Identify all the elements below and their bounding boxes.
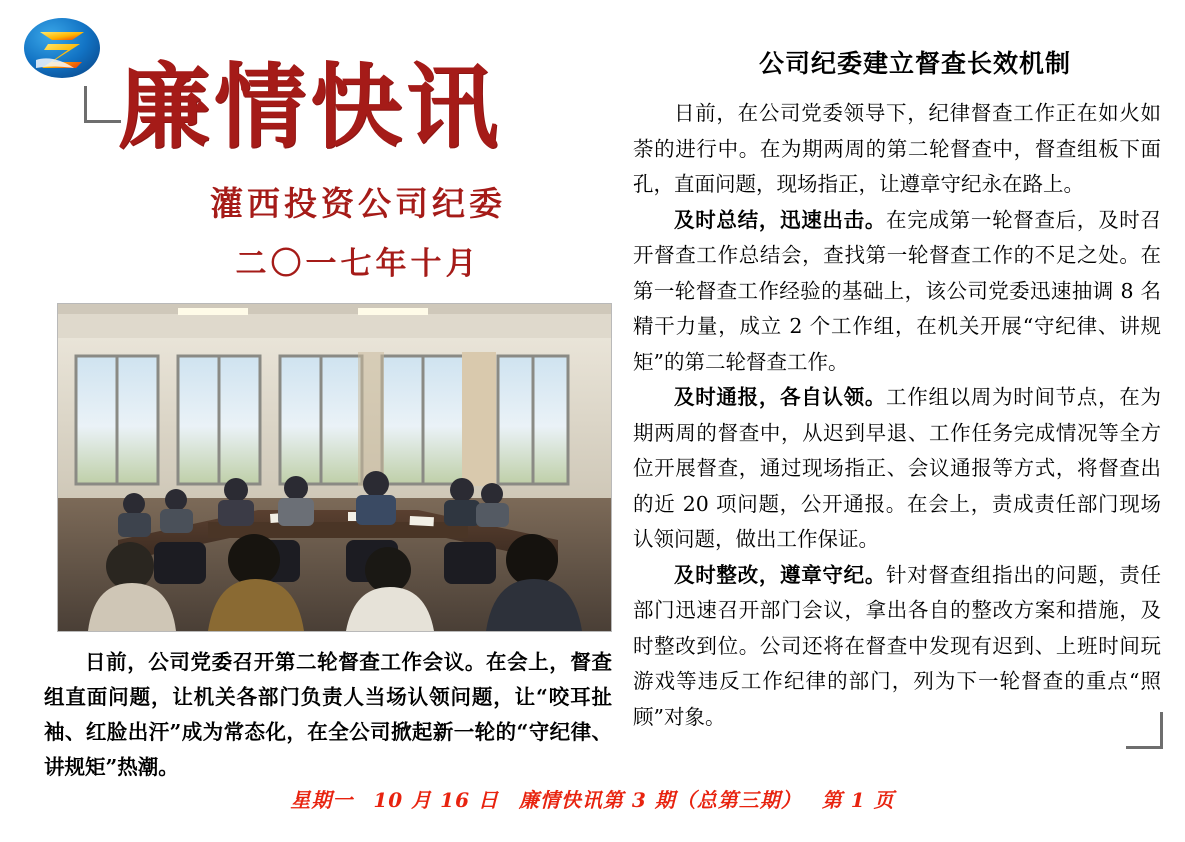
footer-page: 第 1 页 (821, 788, 895, 812)
paragraph-text-3: 工作组以周为时间节点，在为期两周的督查中，从迟到早退、工作任务完成情况等全方位开展督查，通过现场指正、会议通报等方式，将督查出的近 20 项问题，公开通报。在会上，责成责任部门现场认领问题，做出工作保证。 (633, 385, 1162, 551)
paragraph-text-4: 针对督查组指出的问题，责任部门迅速召开部门会议，拿出各自的整改方案和措施，及时整改到位。公司还将在督查中发现有迟到、上班时间玩游戏等违反工作纪律的部门，列为下一轮督查的重点“照顾”对象。 (633, 562, 1162, 729)
footer-issue: 廉情快讯第 3 期（总第三期） (518, 788, 802, 812)
company-logo-icon (22, 16, 106, 80)
paragraph-lead-3: 及时通报，各自认领。 (674, 385, 887, 409)
article-title: 公司纪委建立督查长效机制 (758, 49, 1071, 78)
decorative-corner-top-left (84, 86, 121, 123)
masthead-date: 二〇一七年十月 (235, 246, 481, 282)
paragraph-text-2: 在完成第一轮督查后，及时召开督查工作总结会，查找第一轮督查工作的不足之处。在第一轮督查工作经验的基础上，该公司党委迅速抽调 8 名精干力量，成立 2 个工作组，在机关开展“守纪律、讲规矩”的第二轮督查工作。 (633, 207, 1162, 374)
masthead-title: 廉情快讯 (118, 54, 503, 161)
footer-weekday: 星期一 (290, 788, 354, 812)
paragraph-lead-2: 及时总结，迅速出击。 (674, 207, 887, 232)
article-paragraph-3 (633, 380, 1161, 558)
masthead-organization: 灌西投资公司纪委 (210, 184, 506, 223)
decorative-corner-bottom-right (1126, 712, 1163, 749)
paragraph-lead-4: 及时整改，遵章守纪。 (674, 562, 887, 587)
article-paragraph-2 (633, 203, 1161, 381)
article-body (633, 96, 1161, 735)
article-paragraph-1 (633, 96, 1161, 203)
article-paragraph-4 (633, 558, 1161, 736)
paragraph-text-1: 日前，在公司党委领导下，纪律督查工作正在如火如荼的进行中。在为期两周的第二轮督查中，督查组板下面孔，直面问题，现场指正，让遵章守纪永在路上。 (633, 101, 1161, 196)
footer-date: 10 月 16 日 (373, 788, 499, 812)
footer-bar (0, 784, 1185, 813)
photo-caption: 日前，公司党委召开第二轮督查工作会议。在会上，督查组直面问题，让机关各部门负责人当场认领问题，让“咬耳扯袖、红脸出汗”成为常态化，在全公司掀起新一轮的“守纪律、讲规矩”热潮。 (44, 650, 612, 779)
right-column (625, 0, 1185, 842)
meeting-photo (57, 303, 612, 632)
